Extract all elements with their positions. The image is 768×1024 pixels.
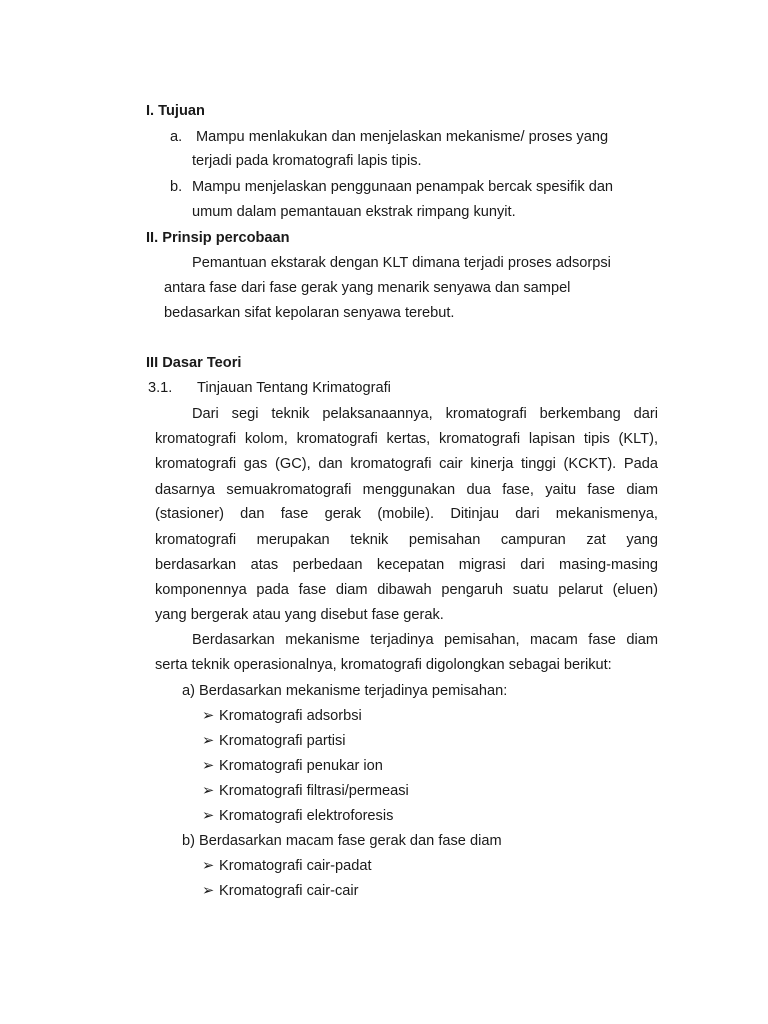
arrow-bullet-icon: ➢ (202, 883, 215, 899)
arrow-bullet-icon: ➢ (202, 733, 215, 749)
list-item: ➢ Kromatografi penukar ion (202, 758, 383, 774)
paragraph-line: Dari segi teknik pelaksanaannya, kromatografi berkembang dari (192, 406, 658, 422)
paragraph-line: yang bergerak atau yang disebut fase gerak. (155, 607, 444, 623)
section-heading-tujuan: I. Tujuan (146, 103, 205, 119)
list-item: ➢ Kromatografi elektroforesis (202, 808, 394, 824)
arrow-bullet-icon: ➢ (202, 758, 215, 774)
list-item: ➢ Kromatografi cair-cair (202, 883, 359, 899)
section-heading-prinsip: II. Prinsip percobaan (146, 230, 290, 246)
tujuan-item-b-line1: Mampu menjelaskan penggunaan penampak bercak spesifik dan (192, 179, 614, 195)
tujuan-item-a-line2: terjadi pada kromatografi lapis tipis. (192, 153, 422, 169)
list-marker-a: a. (170, 129, 183, 145)
paragraph-line: kromatografi kolom, kromatografi kertas, kromatografi lapisan tipis (KLT), (155, 431, 658, 447)
list-item: ➢ Kromatografi filtrasi/permeasi (202, 783, 409, 799)
list-a-title: a) Berdasarkan mekanisme terjadinya pemisahan: (182, 683, 508, 699)
arrow-bullet-icon: ➢ (202, 808, 215, 824)
arrow-bullet-icon: ➢ (202, 783, 215, 799)
paragraph-line: berdasarkan atas perbedaan kecepatan migrasi dari masing-masing (155, 557, 658, 573)
paragraph-line: serta teknik operasionalnya, kromatografi digolongkan sebagai berikut: (155, 657, 612, 673)
prinsip-line-2: antara fase dari fase gerak yang menarik senyawa dan sampel (164, 280, 571, 296)
paragraph-line: (stasioner) dan fase gerak (mobile). Ditinjau dari mekanismenya, (155, 506, 658, 522)
prinsip-line-1: Pemantuan ekstarak dengan KLT dimana terjadi proses adsorpsi (192, 255, 611, 271)
tujuan-item-b-line2: umum dalam pemantauan ekstrak rimpang kunyit. (192, 204, 516, 220)
list-item: ➢ Kromatografi adsorbsi (202, 708, 362, 724)
list-marker-b: b. (170, 179, 183, 195)
arrow-bullet-icon: ➢ (202, 708, 215, 724)
subsection-number: 3.1. (148, 380, 173, 396)
paragraph-line: kromatografi merupakan teknik pemisahan campuran zat yang (155, 532, 658, 548)
prinsip-line-3: bedasarkan sifat kepolaran senyawa terebut. (164, 305, 455, 321)
subsection-title: Tinjauan Tentang Krimatografi (197, 380, 391, 396)
paragraph-line: komponennya pada fase diam dibawah pengaruh suatu pelarut (eluen) (155, 582, 658, 598)
list-item: ➢ Kromatografi partisi (202, 733, 346, 749)
section-heading-dasar-teori: III Dasar Teori (146, 355, 242, 371)
arrow-bullet-icon: ➢ (202, 858, 215, 874)
paragraph-line: kromatografi gas (GC), dan kromatografi cair kinerja tinggi (KCKT). Pada (155, 456, 658, 472)
paragraph-line: dasarnya semuakromatografi menggunakan dua fase, yaitu fase diam (155, 482, 658, 498)
paragraph-line: Berdasarkan mekanisme terjadinya pemisahan, macam fase diam (192, 632, 658, 648)
tujuan-item-a-line1: Mampu menlakukan dan menjelaskan mekanisme/ proses yang (196, 129, 609, 145)
list-item: ➢ Kromatografi cair-padat (202, 858, 372, 874)
list-b-title: b) Berdasarkan macam fase gerak dan fase diam (182, 833, 502, 849)
